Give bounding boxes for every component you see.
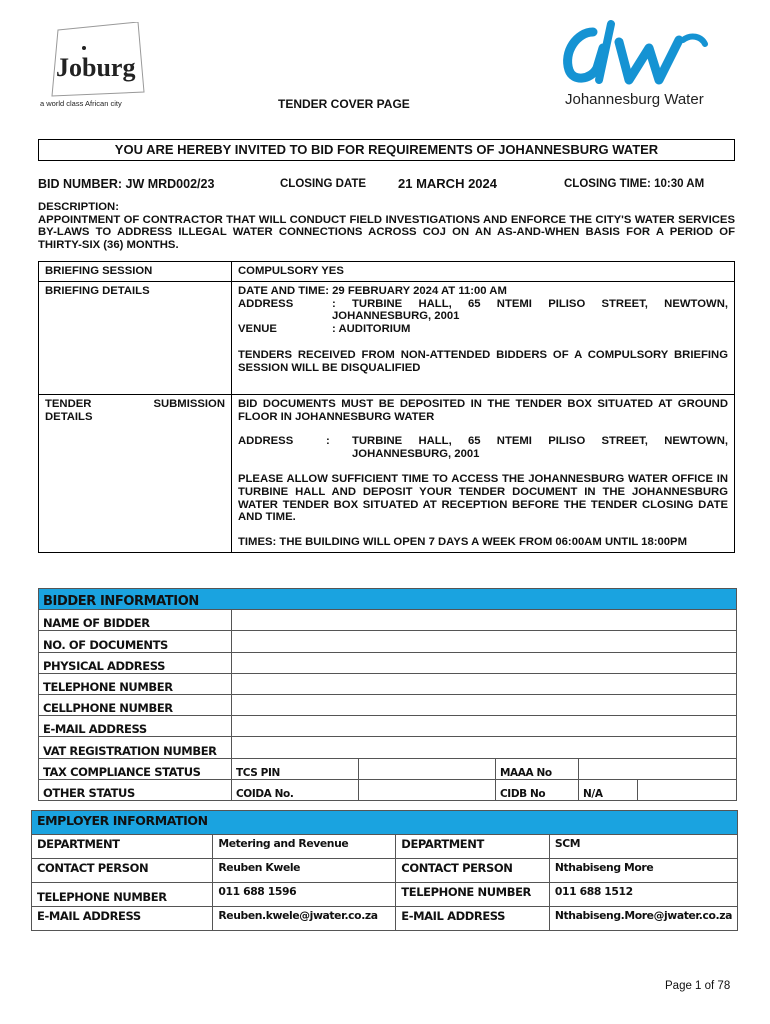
jw-logo-text: Johannesburg Water: [565, 91, 704, 108]
bidder-name-field[interactable]: [232, 610, 737, 631]
bidder-telephone-field[interactable]: [232, 673, 737, 694]
cidb-extra-field: [638, 779, 737, 800]
tcs-pin-field[interactable]: [359, 758, 496, 779]
bidder-row-label: CELLPHONE NUMBER: [39, 694, 232, 715]
employer-cell: Nthabiseng More: [549, 859, 737, 883]
bidder-address-field[interactable]: [232, 652, 737, 673]
bidder-row-label: NO. OF DOCUMENTS: [39, 631, 232, 652]
submission-details: [232, 394, 735, 552]
employer-info-heading: EMPLOYER INFORMATION: [32, 811, 738, 835]
employer-cell: Reuben.kwele@jwater.co.za: [213, 907, 396, 931]
briefing-warning: TENDERS RECEIVED FROM NON-ATTENDED BIDDERS OF A COMPULSORY BRIEFING SESSION WILL BE DISQUALIFIED: [238, 348, 728, 374]
joburg-logo: [38, 22, 158, 110]
cover-page-title: TENDER COVER PAGE: [278, 97, 410, 111]
briefing-datetime: DATE AND TIME: 29 FEBRUARY 2024 AT 11:00 AM: [238, 284, 507, 297]
description: [38, 201, 735, 251]
briefing-table: [38, 261, 735, 553]
tcs-pin-label: TCS PIN: [232, 758, 359, 779]
bidder-row-label: VAT REGISTRATION NUMBER: [39, 737, 232, 758]
description-text: APPOINTMENT OF CONTRACTOR THAT WILL CONDUCT FIELD INVESTIGATIONS AND ENFORCE THE CITY'S WATER SERVICES BY-LAWS TO ADDRESS ILLEGAL WATER CONNECTIONS ACROSS COJ ON AN AS-AND-WHEN BASIS FOR A PERIOD OF THIRTY-SIX (36) MONTHS.: [38, 213, 735, 251]
employer-cell: TELEPHONE NUMBER: [396, 883, 550, 907]
bidder-email-field[interactable]: [232, 716, 737, 737]
bid-number: BID NUMBER: JW MRD002/23: [38, 177, 215, 191]
employer-cell: Nthabiseng.More@jwater.co.za: [549, 907, 737, 931]
employer-cell: SCM: [549, 835, 737, 859]
description-label: DESCRIPTION:: [38, 201, 119, 213]
employer-cell: Metering and Revenue: [213, 835, 396, 859]
closing-time: CLOSING TIME: 10:30 AM: [564, 178, 705, 190]
briefing-session-label: BRIEFING SESSION: [39, 262, 232, 282]
briefing-session-value: COMPULSORY YES: [232, 262, 735, 282]
employer-cell: 011 688 1596: [213, 883, 396, 907]
bidder-row-label: E-MAIL ADDRESS: [39, 716, 232, 737]
briefing-address-label: ADDRESS: [238, 297, 294, 310]
bidder-row-label: PHYSICAL ADDRESS: [39, 652, 232, 673]
coida-no-field[interactable]: [359, 779, 496, 800]
other-status-label: OTHER STATUS: [39, 779, 232, 800]
bidder-row-label: NAME OF BIDDER: [39, 610, 232, 631]
maaa-no-label: MAAA No: [496, 758, 579, 779]
bidder-info-heading: BIDDER INFORMATION: [39, 589, 737, 610]
employer-cell: DEPARTMENT: [32, 835, 213, 859]
submission-address-value: TURBINE HALL, 65 NTEMI PILISO STREET, NEWTOWN, JOHANNESBURG, 2001: [352, 435, 728, 461]
svg-text:Joburg: Joburg: [56, 53, 136, 82]
employer-information-table: [31, 810, 738, 931]
employer-cell: 011 688 1512: [549, 883, 737, 907]
bidder-cellphone-field[interactable]: [232, 694, 737, 715]
closing-date: 21 MARCH 2024: [398, 176, 497, 191]
briefing-details-label: BRIEFING DETAILS: [39, 281, 232, 394]
employer-cell: Reuben Kwele: [213, 859, 396, 883]
submission-label: [39, 394, 232, 552]
invitation-banner: YOU ARE HEREBY INVITED TO BID FOR REQUIREMENTS OF JOHANNESBURG WATER: [38, 139, 735, 161]
bidder-documents-field[interactable]: [232, 631, 737, 652]
employer-cell: E-MAIL ADDRESS: [32, 907, 213, 931]
briefing-venue-label: VENUE: [238, 323, 277, 336]
employer-cell: DEPARTMENT: [396, 835, 550, 859]
bidder-vat-field[interactable]: [232, 737, 737, 758]
page-number: Page 1 of 78: [665, 980, 731, 992]
tax-compliance-label: TAX COMPLIANCE STATUS: [39, 758, 232, 779]
submission-address-label: ADDRESS: [238, 435, 294, 448]
joburg-tagline: a world class African city: [40, 99, 122, 108]
employer-cell: TELEPHONE NUMBER: [32, 883, 213, 907]
employer-cell: CONTACT PERSON: [396, 859, 550, 883]
submission-label-b: SUBMISSION: [153, 397, 225, 410]
employer-cell: CONTACT PERSON: [32, 859, 213, 883]
submission-allow: PLEASE ALLOW SUFFICIENT TIME TO ACCESS THE JOHANNESBURG WATER OFFICE IN TURBINE HALL AND DEPOSIT YOUR TENDER DOCUMENT IN THE JOHANNESBURG WATER TENDER BOX SITUATED AT RECEPTION BEFORE THE TENDER CLOSING DATE AND TIME.: [238, 472, 728, 524]
briefing-details: [232, 281, 735, 394]
submission-address-colon: :: [326, 435, 330, 448]
submission-deposit: BID DOCUMENTS MUST BE DEPOSITED IN THE TENDER BOX SITUATED AT GROUND FLOOR IN JOHANNESBURG WATER: [238, 397, 728, 423]
submission-label-a: TENDER: [45, 397, 92, 410]
bidder-row-label: TELEPHONE NUMBER: [39, 673, 232, 694]
cidb-no-label: CIDB No: [496, 779, 579, 800]
johannesburg-water-logo: [555, 18, 715, 112]
bidder-information-table: [38, 588, 737, 801]
briefing-venue-value: : AUDITORIUM: [332, 323, 411, 336]
employer-cell: E-MAIL ADDRESS: [396, 907, 550, 931]
maaa-no-field[interactable]: [579, 758, 737, 779]
closing-date-label: CLOSING DATE: [280, 178, 367, 190]
submission-label-c: DETAILS: [45, 410, 93, 423]
submission-times: TIMES: THE BUILDING WILL OPEN 7 DAYS A WEEK FROM 06:00AM UNTIL 18:00PM: [238, 536, 688, 549]
coida-no-label: COIDA No.: [232, 779, 359, 800]
briefing-address-value: : TURBINE HALL, 65 NTEMI PILISO STREET, NEWTOWN, JOHANNESBURG, 2001: [332, 297, 728, 323]
cidb-value: N/A: [579, 779, 638, 800]
